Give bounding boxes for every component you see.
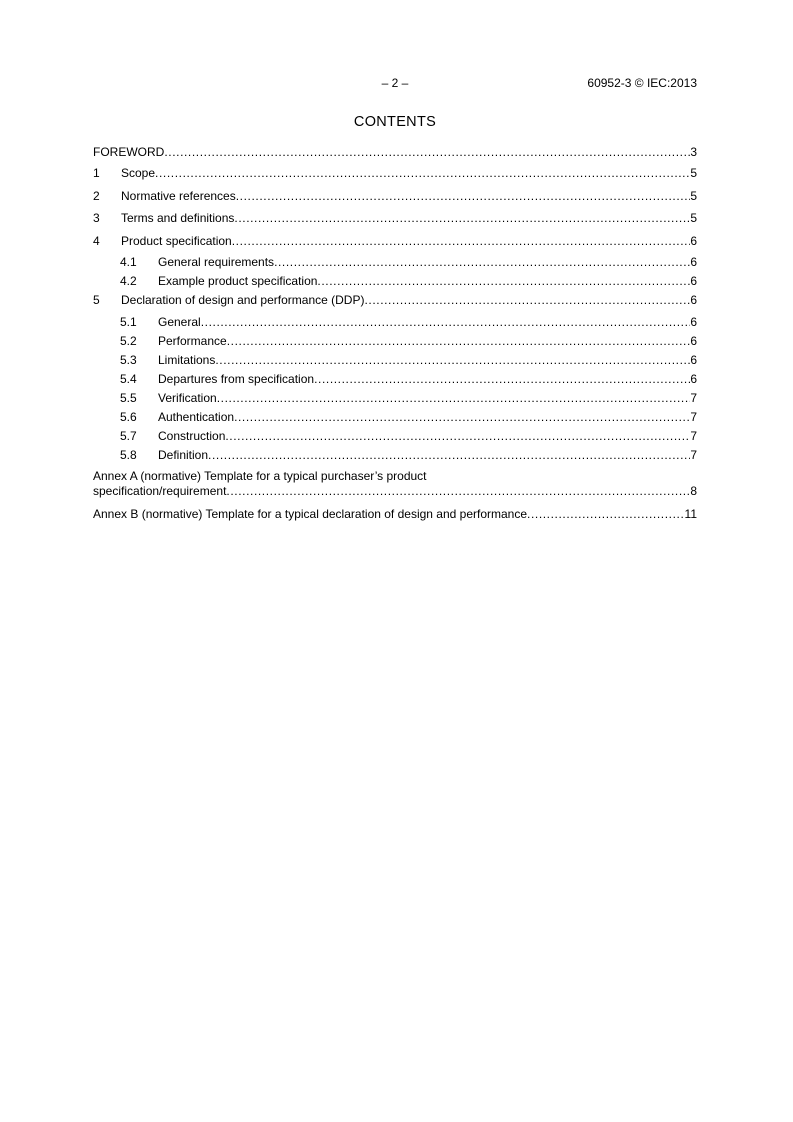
dot-leader: [317, 273, 690, 289]
toc-entry-general[interactable]: [93, 314, 697, 330]
toc-annex-a-title-line[interactable]: Annex A (normative) Template for a typical purchaser’s product: [93, 469, 427, 483]
toc-entry-label: Annex B (normative) Template for a typical declaration of design and performance: [93, 507, 528, 521]
toc-entry-label: Performance: [158, 334, 227, 348]
toc-entry-performance[interactable]: [93, 333, 697, 349]
dot-leader: [208, 447, 690, 463]
toc-entry-label: Product specification: [121, 234, 232, 248]
toc-entry-number: 5.7: [120, 429, 137, 443]
toc-entry-general-requirements[interactable]: [93, 254, 697, 270]
toc-entry-construction[interactable]: [93, 428, 697, 444]
toc-entry-number: 2: [93, 189, 100, 203]
toc-entry-foreword[interactable]: [93, 144, 697, 160]
dot-leader: [234, 409, 690, 425]
toc-entry-example-product-specification[interactable]: [93, 273, 697, 289]
document-reference: 60952-3 © IEC:2013: [587, 76, 697, 90]
page-header: [93, 76, 697, 92]
toc-entry-number: 5.3: [120, 353, 137, 367]
toc-entry-page: 7: [690, 429, 697, 443]
toc-entry-page: 6: [690, 255, 697, 269]
dot-leader: [364, 292, 690, 308]
toc-entry-authentication[interactable]: [93, 409, 697, 425]
toc-entry-page: 6: [690, 293, 697, 307]
toc-entry-label: Verification: [158, 391, 217, 405]
toc-entry-label: General: [158, 315, 201, 329]
dot-leader: [527, 506, 685, 522]
toc-entry-label: Authentication: [158, 410, 235, 424]
toc-entry-page: 6: [690, 334, 697, 348]
dot-leader: [201, 314, 691, 330]
toc-entry-page: 6: [690, 274, 697, 288]
toc-entry-annex-a[interactable]: [93, 483, 697, 499]
toc-entry-departures-from-specification[interactable]: [93, 371, 697, 387]
toc-entry-page: 6: [690, 353, 697, 367]
toc-entry-page: 7: [690, 448, 697, 462]
dot-leader: [155, 165, 690, 181]
toc-entry-page: 7: [690, 391, 697, 405]
dot-leader: [225, 428, 690, 444]
dot-leader: [164, 144, 690, 160]
toc-entry-annex-b[interactable]: [93, 506, 697, 522]
toc-entry-label: Normative references: [121, 189, 236, 203]
toc-entry-label: General requirements: [158, 255, 275, 269]
toc-entry-label: Construction: [158, 429, 226, 443]
dot-leader: [227, 333, 691, 349]
toc-entry-normative-references[interactable]: [93, 188, 697, 204]
toc-entry-number: 4.2: [120, 274, 137, 288]
dot-leader: [215, 352, 690, 368]
toc-entry-terms-and-definitions[interactable]: [93, 210, 697, 226]
toc-entry-label: Limitations: [158, 353, 216, 367]
toc-entry-page: 6: [690, 234, 697, 248]
toc-entry-number: 5.8: [120, 448, 137, 462]
toc-entry-product-specification[interactable]: [93, 233, 697, 249]
dot-leader: [274, 254, 690, 270]
toc-entry-verification[interactable]: [93, 390, 697, 406]
toc-entry-page: 5: [690, 189, 697, 203]
toc-entry-declaration-of-design-and-performance[interactable]: [93, 292, 697, 308]
toc-entry-page: 11: [684, 507, 697, 521]
contents-title: CONTENTS: [353, 114, 437, 130]
toc-entry-label: Terms and definitions: [121, 211, 235, 225]
dot-leader: [314, 371, 690, 387]
toc-entry-scope[interactable]: [93, 165, 697, 181]
toc-entry-number: 3: [93, 211, 100, 225]
toc-entry-label: FOREWORD: [93, 145, 165, 159]
toc-entry-label: Departures from specification: [158, 372, 315, 386]
toc-entry-number: 5.6: [120, 410, 137, 424]
page-number: – 2 –: [381, 76, 409, 90]
toc-entry-page: 8: [690, 484, 697, 498]
toc-entry-label: Declaration of design and performance (DDP): [121, 293, 365, 307]
toc-entry-label: Definition: [158, 448, 209, 462]
dot-leader: [232, 233, 691, 249]
toc-entry-label: specification/requirement: [93, 484, 227, 498]
dot-leader: [217, 390, 691, 406]
toc-entry-page: 3: [690, 145, 697, 159]
toc-entry-page: 5: [690, 166, 697, 180]
toc-entry-page: 7: [690, 410, 697, 424]
toc-entry-label: Example product specification: [158, 274, 318, 288]
toc-entry-limitations[interactable]: [93, 352, 697, 368]
toc-entry-definition[interactable]: [93, 447, 697, 463]
toc-entry-number: 5.5: [120, 391, 137, 405]
dot-leader: [226, 483, 690, 499]
toc-entry-number: 5.4: [120, 372, 137, 386]
dot-leader: [234, 210, 690, 226]
toc-entry-page: 6: [690, 315, 697, 329]
toc-entry-number: 5.2: [120, 334, 137, 348]
toc-entry-page: 5: [690, 211, 697, 225]
toc-entry-number: 5: [93, 293, 100, 307]
toc-entry-number: 5.1: [120, 315, 137, 329]
toc-entry-number: 1: [93, 166, 100, 180]
toc-entry-page: 6: [690, 372, 697, 386]
toc-entry-number: 4: [93, 234, 100, 248]
toc-entry-label: Scope: [121, 166, 156, 180]
toc-entry-number: 4.1: [120, 255, 137, 269]
dot-leader: [236, 188, 691, 204]
